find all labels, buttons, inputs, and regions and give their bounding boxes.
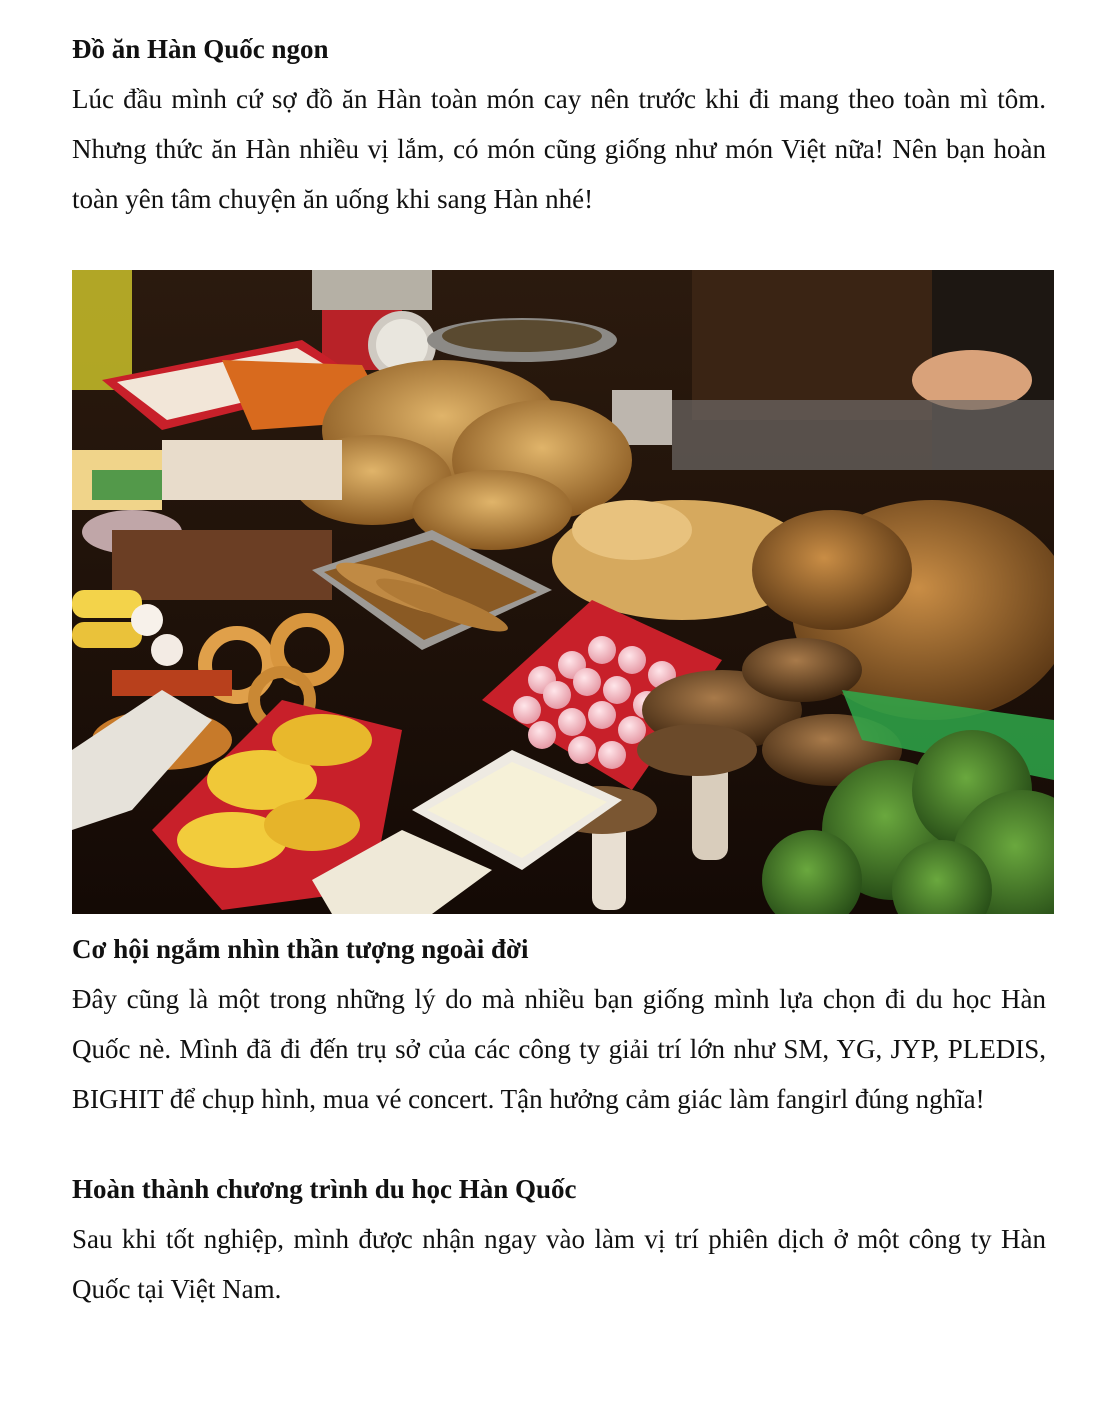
- section-heading-complete: Hoàn thành chương trình du học Hàn Quốc: [72, 1174, 577, 1204]
- section-paragraph-idols: Đây cũng là một trong những lý do mà nhiều bạn giống mình lựa chọn đi du học Hàn Quốc nè. Mình đã đi đến trụ sở của các công ty giải trí lớn như SM, YG, JYP, PLEDIS, BIGHIT để chụp hình, mua vé concert. Tận hưởng cảm giác làm fangirl đúng nghĩa!: [72, 984, 1046, 1114]
- street-food-illustration: [72, 270, 1054, 914]
- section-heading-idols: Cơ hội ngắm nhìn thần tượng ngoài đời: [72, 934, 529, 964]
- street-food-photo: [72, 270, 1054, 914]
- section-paragraph-food: Lúc đầu mình cứ sợ đồ ăn Hàn toàn món cay nên trước khi đi mang theo toàn mì tôm. Nhưng thức ăn Hàn nhiều vị lắm, có món cũng giống như món Việt nữa! Nên bạn hoàn toàn yên tâm chuyện ăn uống khi sang Hàn nhé!: [72, 84, 1046, 214]
- document-page: [72, 24, 1046, 1314]
- section-heading-food: Đồ ăn Hàn Quốc ngon: [72, 34, 329, 64]
- section-paragraph-complete: Sau khi tốt nghiệp, mình được nhận ngay vào làm vị trí phiên dịch ở một công ty Hàn Quốc tại Việt Nam.: [72, 1224, 1046, 1304]
